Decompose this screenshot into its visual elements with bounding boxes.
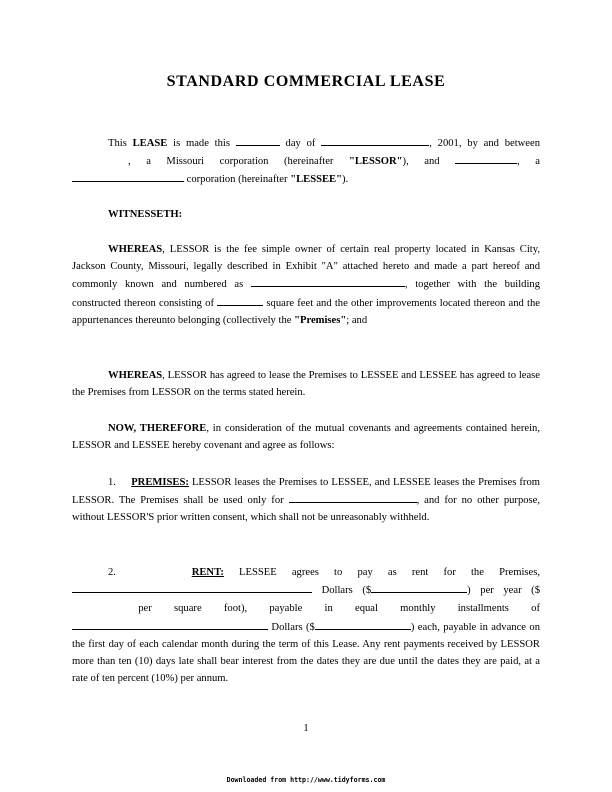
whereas-paragraph-1: WHEREAS, LESSOR is the fee simple owner of certain real property located in Kansas City, Jackson County, Missouri, legally described in Exhibit "A" attached hereto and made a part hereof and commonly known and numbered as , together with the building constructed thereon consisting of square feet and the other improvements located thereon and the appurtenances thereunto belonging (collectively the "Premises"; and xyxy=(72,244,540,326)
page-number: 1 xyxy=(303,723,309,734)
blank-per-square-foot xyxy=(72,599,116,611)
now-therefore-paragraph: NOW, THEREFORE, in consideration of the mutual covenants and agreements contained herein, LESSOR and LESSEE hereby covenant and agree as follows: xyxy=(72,423,540,452)
blank-square-feet xyxy=(217,294,263,306)
blank-address xyxy=(251,275,405,287)
blank-use xyxy=(289,491,417,503)
lessor-term: "LESSOR" xyxy=(348,156,403,168)
blank-annual-rent-amount xyxy=(371,581,467,593)
blank-monthly-rent-amount xyxy=(315,618,411,630)
blank-lessee-name xyxy=(455,152,517,164)
section-rent: 2. RENT: LESSEE agrees to pay as rent for the Premises, Dollars ($ ) per year ($ per square foot), payable in equal monthly installments of Dollars ($ ) each, payable in advance on the first day of each calendar month during the term of this Lease. Any rent payments received by LESSOR more than ten (10) days late shall bear interest from the dates they are due until the dates they are paid, at a rate of ten percent (10%) per annum. xyxy=(72,567,541,685)
blank-lessee-state xyxy=(72,170,184,182)
blank-day xyxy=(236,134,280,146)
blank-monthly-rent-words xyxy=(72,618,268,630)
whereas-paragraph-2: WHEREAS, LESSOR has agreed to lease the Premises to LESSEE and LESSEE has agreed to lease the Premises from LESSOR on the terms stated herein. xyxy=(72,370,540,399)
premises-heading: PREMISES: xyxy=(131,477,189,488)
blank-month xyxy=(321,134,429,146)
blank-lessor-name xyxy=(72,152,128,164)
blank-annual-rent-words xyxy=(72,581,312,593)
intro-paragraph: This LEASE is made this day of , 2001, by and between , a Missouri corporation (hereinafter "LESSOR"), and , a corporation (hereinafter "LESSEE"). xyxy=(72,134,540,189)
section-premises: 1. PREMISES: LESSOR leases the Premises to LESSEE, and LESSEE leases the Premises from LESSOR. The Premises shall be used only for , and for no other purpose, without LESSOR'S prior written consent, which shall not be unreasonably withheld. xyxy=(72,477,541,524)
rent-heading: RENT: xyxy=(191,567,224,578)
lease-term: LEASE xyxy=(132,138,168,149)
document-title: STANDARD COMMERCIAL LEASE xyxy=(166,73,446,90)
download-footer: Downloaded from http://www.tidyforms.com xyxy=(226,776,386,784)
lessee-term: "LESSEE" xyxy=(290,174,342,186)
witnesseth-heading: WITNESSETH: xyxy=(108,209,183,220)
